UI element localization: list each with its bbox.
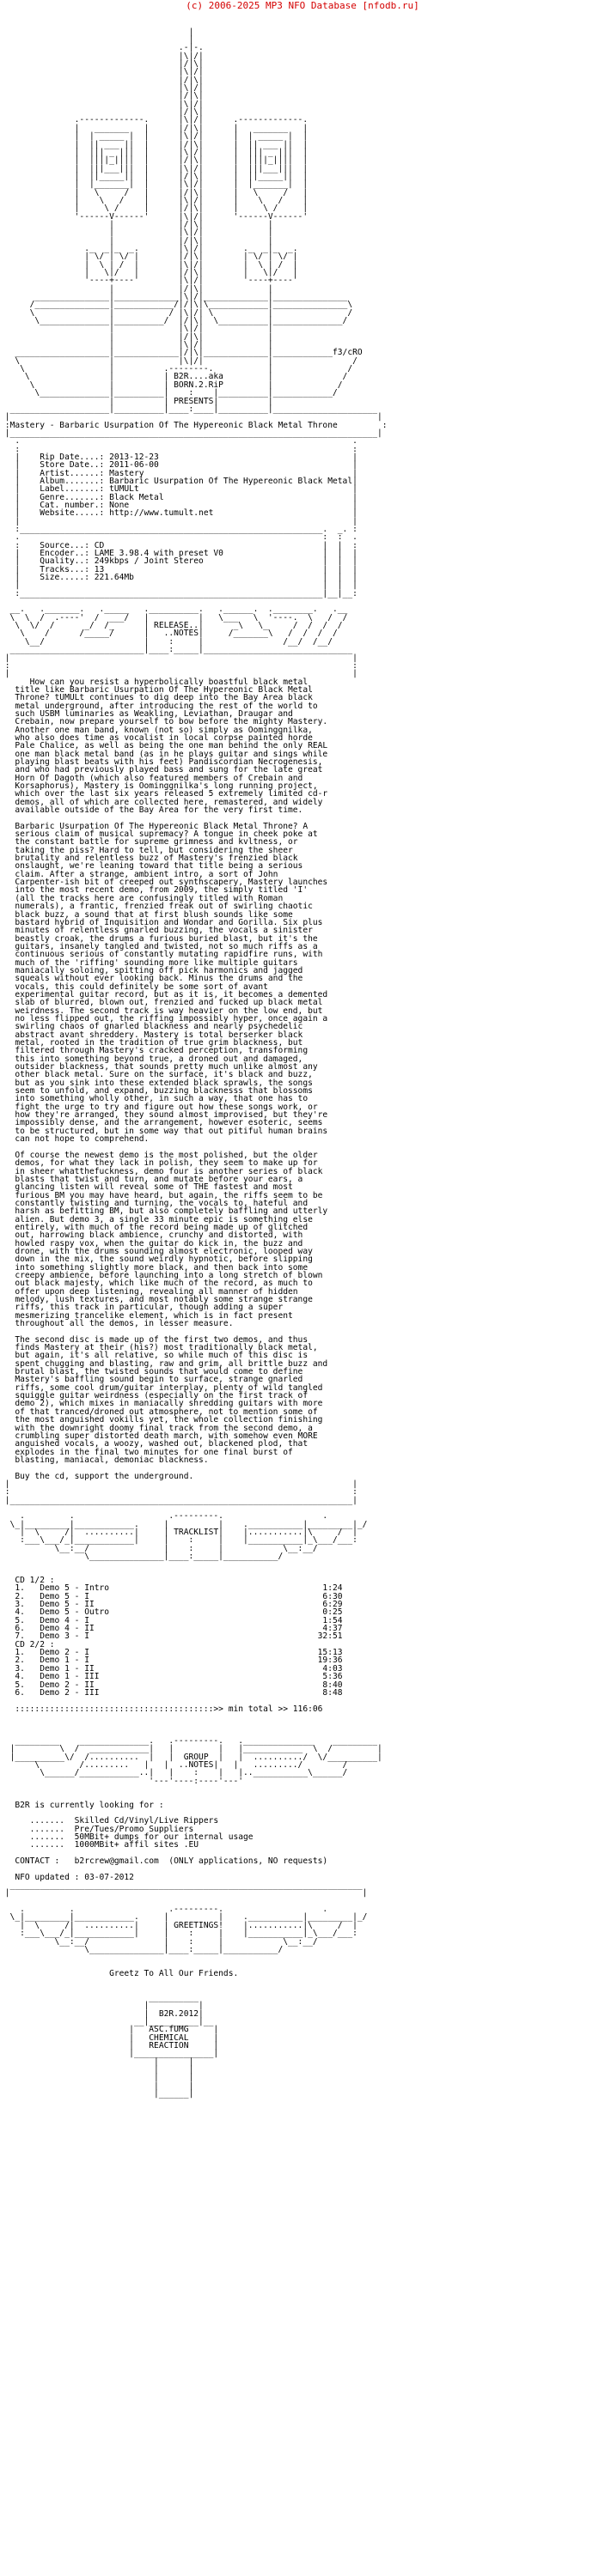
nfo-text-content: | | .-|-. |\|/| |/|\| |\|/| |/|\| |\|/| |/|\| |\|/| |/|\| .-------------. |\|/| .-------------. | _______ | |/|\| | _______ | | | _____ | | |\|/| | | _____ | | | || ___ || | |/|\| | || ___ || | | ||| _ ||| | |\|/| | ||| _ ||| | | ||||_|||| | |/|\| | ||||_|||| | | |||___||| | |\|/| | |||___||| | | ||_____|| | |/|\| | ||_____|| | | |_______| | |\|/| | |_______| | | \ / | |/|\| | \ / | | \ / | |\|/| | \ / | | \ / | |/|\| | \ / | '------V------' |\|/| '------V------' | |/|\| | | |\|/| | | |/|\| | ._ _|_ _. |\|/| ._ _|_ _. | \/ | \/ | |/|\| | \/ | \/ | | \ | / | |\|/| | \ | / | | \|/ | |/|\| | \|/ | '----+----' |\|/| '----+----' | |/|\| | _______________|_____________|\|/|_____________|_______________ /_______________|____________/|/|\|\____________|_______________\ \ | / |\|/| \ | / \______________|__________/ |/|\| \__________|______________/ | |\|/| | | |/|\| | | |\|/| | ___________________|_____________|/|\|_____________|____________f3/cRO \ | |\|/| | / \ | .--------. | / \ | | B2R....aka | / \ | | BORN.2.RiP | / \______________|__________| : |__________|____________/ | | PRESENTS| | ____________________|__________|____:____|__________|_____________________ | | :Mastery - Barbaric Usurpation Of The Hypereonic Black Metal Throne : |__________________________________________________________________________| . . : : | Rip Date....: 2013-12-23 | | Store Date..: 2011-06-00 | | Artist......: Mastery | | Album.......: Barbaric Usurpation Of The Hypereonic Black Metal| | Label.......: tUMULt | | Genre.......: Black Metal | | Cat. number.: None | | Website.....: http://www.tumult.net | | | :_____________________________________________________________. _. : . : : . : Source...: CD | | : | Encoder..: LAME 3.98.4 with preset V0 | | | | Quality..: 249kbps / Joint Stereo | | | | Tracks...: 13 | | | | Size.....: 221.64Mb | | | | | | | :_____________________________________________________________|__|__: __. ._______. ._____ .__________. .______. .________. .__ \ \ / .----' / ___/ | | \___ \ '----. \ / / \ \/ / _/ /_ | RELEASE..| _\ \_ / / / / \ / /_____/ | ..NOTES| /_______\ / / / / \__/ | : | /__/ /__/ ___________________________|____:_____|______________________________ | | : : | | How can you resist a hyperbolically boastful black metal title like Barbaric Usurpation Of The Hypereonic Black Metal Throne? tUMULt continues to dig deep into the Bay Area black metal underground, after introducing the rest of the world to such USBM luminaries as Weakling, Leviathan, Draugar and Crebain, now prepare yourself to bow before the mighty Mastery. Another one man band, known (not so) simply as Oominggnilka, who also does time as vocalist in local corpse painted horde Pale Chalice, as well as being the one man behind the only REAL one man black metal band (as in he plays guitar and sings while playing blast beats with his feet) Pandiscordian Necrogenesis, and who had previously played bass and sung for the late great Horn Of Dagoth (which also featured members of Crebain and Korsaphorus), Mastery is Oominggnilka's long running project, which over the last six years released 5 extremely limited cd-r demos, all of which are collected here, remastered, and widely available outside of the Bay Area for the very first time. Barbaric Usurpation Of The Hypereonic Black Metal Throne? A serious claim of musical supremacy? A tongue in cheek poke at the constant battle for supreme grimness and kvltness, or taking the piss? Hard to tell, but considering the sheer brutality and relentless buzz of Mastery's frenzied black onslaught, we're leaning toward that title being a serious claim. After a strange, ambient intro, a sort of John Carpenter-ish bit of creeped out synthscapery, Mastery launches into the most recent demo, from 2009, the simply titled 'I' (all the tracks here are confusingly titled with Roman numerals), a frantic, frenzied freak out of swirling chaotic black buzz, a sound that at first blush sounds like some bastard hybrid of Inquisition and Wondar and Gorilla. Six plus minutes of relentless gnarled buzzing, the vocals a sinister beastly croak, the drums a furious buried blast, but it's the guitars, insanely tangled and twisted, not so much riffs as a continuous serious of constantly mutating rapidfire runs, with much of the 'riffing' sounding more like multiple guitars maniacally soloing, spitting off pick harmonics and jagged squeals without ever looking back. Minus the drums and the vocals, this could definitely be some sort of avant experimental guitar record, but as it is, it becomes a demented slab of blurred, blown out, frenzied and fucked up black metal weirdness. The second track is way heavier on the low end, but no less flipped out, the riffing impossibly hyper, once again a swirling chaos of gnarled blackness and nearly psychedelic abstract avant shreddery. Mastery is total berserker black metal, rooted in the tradition of true grim blackness, but filtered through Mastery's cracked perception, transforming this into something beyond true, a droned out and damaged, outsider blackness, that sounds pretty much unlike almost any other black metal. Sure on the surface, it's black and buzz, but as you sink into these extended black sprawls, the songs seem to unfold, and expand, buzzing blacknesss that blossoms into something wholly other, in such a way, that one has to fight the urge to try and figure out how these songs work, or how they're arranged, they sound almost improvised, but they're impossibly dense, and the arrangement, however esoteric, seems to be structured, but in some way that out pitiful human brains can not hope to comprehend. Of course the newest demo is the most polished, but the older demos, for what they lack in polish, they seem to make up for in sheer whatthefuckness, demo four is another series of black blasts that twist and turn, and mutate before your ears, a glancing listen will reveal some of THE fastest and most furious BM you may have heard, but again, the riffs seem to be constantly twisting and turning, the vocals to, hateful and harsh as befitting BM, but also completely baffling and utterly alien. But demo 3, a single 33 minute epic is something else entirely, with much of the record being made up of glitched out, harrowing black ambience, crunchy and distorted, with howled raspy vox, when the guitar do kick in, the buzz and drone, with the drums sounding almost electronic, looped way down in the mix, the sound weirdly hypnotic, before slipping into something slightly more black, and then back into some creepy ambience, before launching into a long stretch of blown out black majesty, which like much of the record, as much to offer upon deep listening, revealing all manner of hidden melody, lush textures, and most notably some strange strange riffs, this track in particular, though adding a super mesmerizing trancelike element, which is in fact present throughout all the demos, in lesser measure. The second disc is made up of the first two demos, and thus finds Mastery at their (his?) most traditionally black metal, but again, it's all relative, so while much of this disc is spent chugging and blasting, raw and grim, all brittle buzz and brutal blast, the twisted sounds that would come to define Mastery's baffling sound begin to surface, strange gnarled riffs, some cool drum/guitar interplay, plenty of wild tangled squiggle guitar weirdness (especially on the first track of demo 2), which mixes in maniacally shredding guitars with more of that tranced/droned out atmosphere, not to mention some of the most anguished vokills yet, the whole collection finishing with the downright doomy final track from the second demo, a crumbling super distorted death march, with somehow even MORE anguished vocals, a woozy, washed out, blackened plod, that explodes in the final two minutes for one final burst of blasting, maniacal, demoniac blackness. Buy the cd, support the underground. | | : : |_____________________________________________________________________| . . .---------. . \_|_________|____________. | | .___________|_________|_/ | \ /| ..........| | TRACKLIST| |...........|\ / | :___\___/_|____________| | : | |___________|_\___/___: \__:__/ | : | \__:__/ \_______________|____:_____|___________/ CD 1/2 : 1. Demo 5 - Intro 1:24 2. Demo 5 - I 6:30 3. Demo 5 - II 6:29 4. Demo 5 - Outro 0:25 5. Demo 4 - I 1:54 6. Demo 4 - II 4:37 7. Demo 3 - I 32:51 CD 2/2 : 1. Demo 2 - I 15:13 2. Demo 1 - I 19:36 3. Demo 1 - II 4:03 4. Demo 1 - III 5:36 5. Demo 2 - II 8:40 6. Demo 2 - III 8:48 ::::::::::::::::::::::::::::::::::::::::>> min total >> 116:06 _________ ______________. .---------. .______________ _________ | \ / ____________| | | |____________ \ / | |__________\/ /.......... | | GROUP | | ........../ \/__________| \ /......... | | ..NOTES| | ........./ / \______/____________..| | : | |..___________\______/ '---'----:----'---' B2R is currently looking for : ....... Skilled Cd/Vinyl/Live Rippers ....... Pre/Tues/Promo Suppliers ....... 50MBit+ dumps for our internal usage ....... 1000MBit+ affil sites .EU CONTACT : b2rcrew@gmail.com (ONLY applications, NO requests) NFO updated : 03-07-2012 _______________________________________________________________________ | | . . .---------. . \_|_________|____________. | | .___________|_________|_/ | \ /| ..........| | GREETINGS! |...........|\ / | :___\___/_|____________| | : | |___________|_\___/___: \__:__/ | : | \__:__/ \_______________|____:_____|___________/ Greetz To All Our Friends. __________ | | | B2R.2012| __|__________|__ | ASC.fUMG | | CHEMICAL | | REACTION | |________________| | | | | | | | | |______| __ xyxy=(4,27,388,2123)
nfodb-header-link[interactable]: (c) 2006-2025 MP3 NFO Database [nfodb.ru] xyxy=(186,0,419,11)
